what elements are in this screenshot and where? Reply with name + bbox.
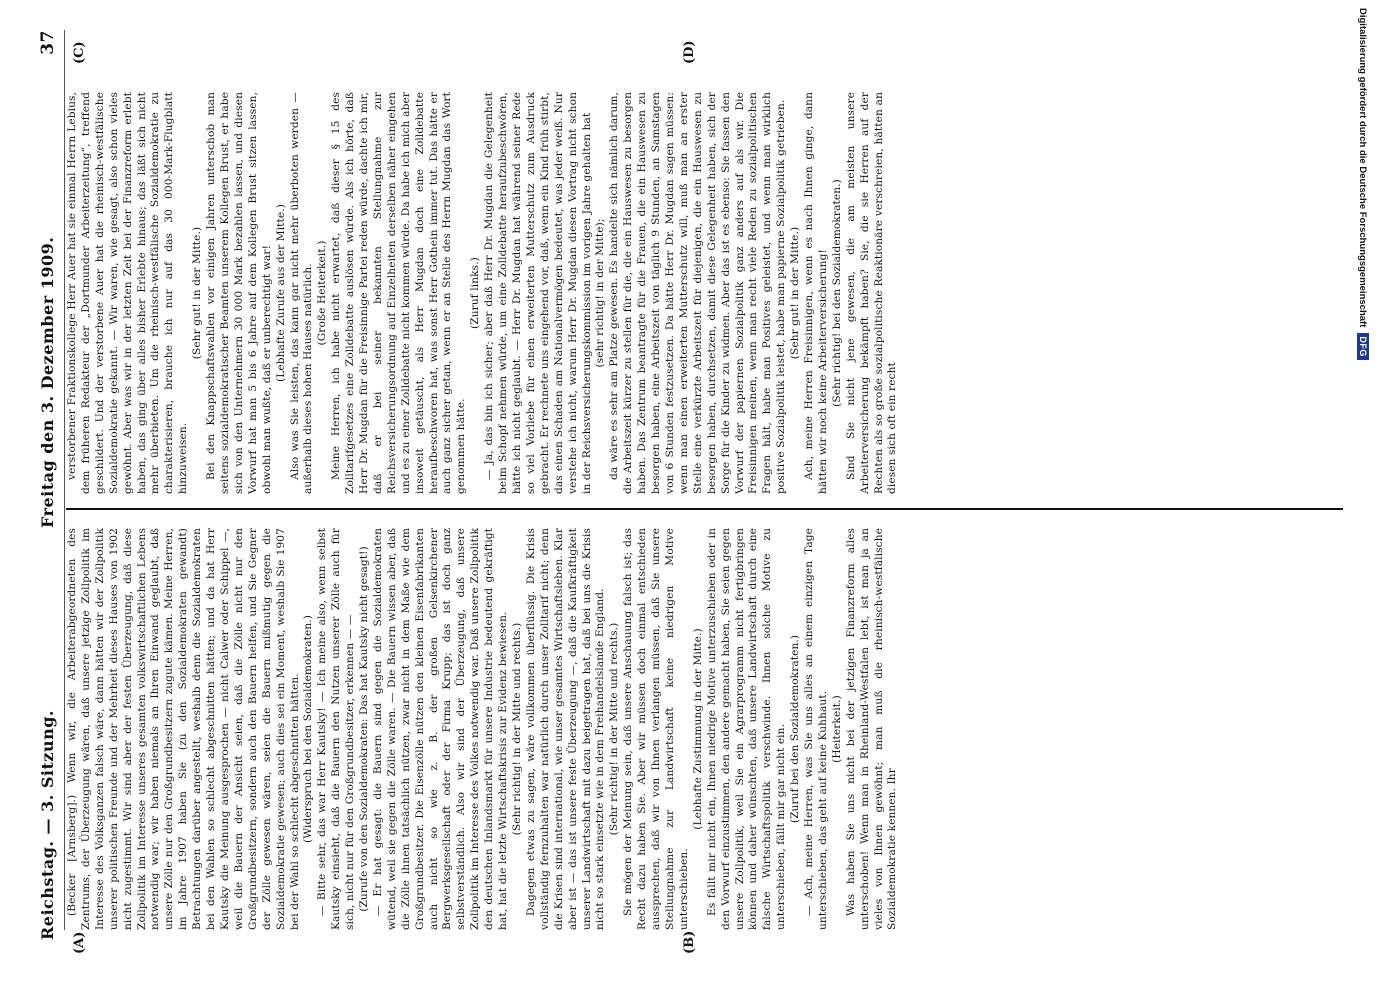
left-column-paragraph: Sie mögen der Meinung sein, daß unsere Anschauung falsch ist; das Recht dazu haben Sie. Aber wir müssen doch einmal entschieden aussprechen, daß wir von Ihnen verlangen müssen, daß Sie unsere Stellungnahme zur Landwirtschaft keine niedrigen Motive unterschieben. — [622, 528, 690, 930]
right-column-paragraph: Also was Sie leisten, das kann gar nicht mehr überboten werden — außerhalb dieses hohen Hauses natürlich. — [288, 92, 315, 494]
left-column-interjection: (Widerspruch bei den Sozialdemokraten.) — [302, 615, 315, 843]
left-column-interjection: (Sehr richtig! in der Mitte und rechts.) — [511, 622, 523, 836]
left-column-paragraph: Es fällt mir nicht ein, Ihnen niedrige Motive unterzuschieben oder in den Vorwurf einzustimmen, den andere gemacht haben, Sie seien gegen unsere Zollpolitik, weil Sie ein Agrarprogramm nicht fertigbringen können und daher wünschten, daß unsere Landwirtschaft durch eine falsche Wirtschaftspolitik verschwinde. Ihnen solche Motive zu unterschieben, fällt mir gar nicht ein. — [705, 528, 788, 930]
right-column-interjection: (Sehr gut! in der Mitte.) — [789, 226, 802, 360]
right-column-paragraph: Ach, meine Herren Freisinnigen, wenn es nach Ihnen ginge, dann hätten wir noch keine Arbeiterversicherung! — [803, 92, 829, 494]
left-column-interjection: (Zuruf bei den Sozialdemokraten.) — [789, 634, 802, 824]
left-column — [66, 528, 1343, 930]
left-column-paragraph: — Ach, meine Herren, was Sie uns alles an einem einzigen Tage unterschieben, das geht auf keine Kuhhaut. — [803, 528, 829, 930]
right-column-interjection: (Sehr richtig! bei den Sozialdemokraten.) — [830, 179, 843, 407]
page-number: 37 — [38, 30, 58, 55]
left-column-interjection: (Zurufe von den Sozialdemokraten: Das hat Kautsky nicht gesagt!) — [358, 546, 371, 912]
right-column-paragraph: verstorbener Fraktionskollege Herr Auer hat sie einmal Herrn Lebius, dem früheren Redakteur der „Dortmunder Arbeiterzeitung“, treffend geschildert. Und der verstorbene Auer hat die rheinisch-westfälische Sozialdemokratie gekannt. — Wir waren, wie gesagt, also schon vieles gewöhnt. Aber was wir in der letzten Zeit bei der Finanzreform erlebt haben, das ging über alles bisher Erlebte hinaus; das läßt sich nicht mehr überbieten. Um die rheinisch-westfälische Sozialdemokratie zu charakterisieren, brauche ich nur auf das 30 000-Mark-Flugblatt hinzuweisen. — [66, 92, 190, 494]
margin-marker-b: (B) — [682, 930, 697, 954]
credit-text: Digitalisierung gefördert durch die Deutsche Forschungsgemeinschaft — [1357, 8, 1369, 328]
right-column — [66, 92, 1343, 494]
margin-marker-c: (C) — [72, 41, 87, 64]
left-column-paragraph: — Er hat gesagt: die Bauern sind gegen die Sozialdemokraten wütend, weil sie gegen die Zölle waren. — Die Bauern wissen aber, daß die Zölle ihnen tatsächlich nützen, zwar nicht in dem Maße wie dem Großgrundbesitzer. Die Eisenzölle nützen den kleinen Eisenfabrikanten auch nicht so wie z. B. der großen Gelsenkirchener Bergwerksgesellschaft oder der Firma Krupp; das ist doch ganz selbstverständlich. Also wir sind der Überzeugung, daß unsere Zollpolitik im Interesse des Volkes notwendig war. Daß unsere Zollpolitik den deutschen Inlandsmarkt für unsere Industrie bedeutend gekräftigt hat, hat die letzte Wirtschaftskrisis zur Evidenz bewiesen. — [371, 528, 510, 930]
digitization-credit — [1346, 8, 1380, 428]
right-column-paragraph: Sind Sie nicht jene gewesen, die am meisten unsere Arbeiterversicherung bekämpft haben? Sie, die sie Herren auf der Rechten als so große sozialpolitische Reaktionäre verschreien, hätten an diesen sich oft ein recht — [844, 92, 899, 494]
page-header — [38, 30, 64, 940]
right-column-interjection: (Zuruf links.) — [469, 257, 482, 329]
left-column-paragraph: (Becker [Arnsberg].) Wenn wir, die Arbeiterabgeordneten des Zentrums, der Überzeugung wären, daß unsere jetzige Zollpolitik im Interesse des Volksganzen falsch wäre, dann hätten wir der Zollpolitik unserer politischen Freunde und der Mehrheit dieses Hauses von 1902 nicht zugestimmt. Wir sind aber der festen Überzeugung, daß diese Zollpolitik im Interesse unseres gesamten volkswirtschaftlichen Lebens notwendig war; wir haben niemals an Ihren Einwand geglaubt, daß unsere Zölle nur den Großgrundbesitzern zugute kämen. Meine Herren, im Jahre 1907 haben Sie (zu den Sozialdemokraten gewandt) Betrachtungen darüber angestellt, weshalb denn die Sozialdemokraten bei den Wahlen so schlecht abgeschnitten hätten; und da hat Herr Kautsky die Meinung ausgesprochen — nicht Calwer oder Schippel —, weil die Bauern der Ansicht seien, daß die Zölle nicht nur den Großgrundbesitzern, sondern auch den Bauern helfen, und Sie Gegner der Zölle gewesen wären, seien die Bauern mißmutig gegen die Sozialdemokratie gewesen; auch dies sei ein Moment, weshalb Sie 1907 bei der Wahl so schlecht abgeschnitten hätten. — [66, 528, 301, 930]
right-column-paragraph: Meine Herren, ich habe nicht erwartet, daß dieser § 15 des Zolltarifgesetzes eine Zolldebatte auslösen würde. Als ich hörte, daß Herr Dr. Mugdan für die Freisinnige Partei reden würde, dachte ich mir, daß er bei seiner bekannten Stellungnahme zur Reichsversicherungsordnung auf Einzelheiten derselben näher eingehen und es zu einer Zolldebatte nicht kommen würde. Da habe ich mich aber insoweit getäuscht, als Herr Mugdan doch eine Zolldebatte heraufbeschworen hat, was sonst Herr Gothein immer tut. Das hätte er auch ganz sicher getan, wenn er an Stelle des Herrn Mugdan das Wort genommen hätte. — [330, 92, 468, 494]
right-column-interjection: (Lebhafte Zurufe aus der Mitte.) — [274, 204, 287, 382]
left-column-interjection: (Heiterkeit.) — [830, 695, 843, 763]
right-column-paragraph: Bei den Knappschaftswahlen vor einigen Jahren unterschob man seitens sozialdemokratischer Beamten unserem Kollegen Brust, er habe sich von den Unternehmern 30 000 Mark bezahlen lassen, und diesen Vorwurf hat man 5 bis 6 Jahre auf dem Kollegen Brust sitzen lassen, obwohl man wußte, daß er unberechtigt war! — [205, 92, 273, 494]
header-date: Freitag den 3. Dezember 1909. — [38, 236, 57, 529]
header-rule — [64, 30, 65, 930]
left-column-interjection: (Sehr richtig! in der Mitte und rechts.) — [608, 622, 621, 836]
margin-marker-a: (A) — [72, 931, 87, 954]
right-column-paragraph: da wäre es sehr am Platze gewesen. Es handelte sich nämlich darum, die Arbeitszeit kürzer zu stellen für die, die ein Hauswesen zu besorgen haben. Das Zentrum beantragte für die Frauen, die ein Hauswesen zu besorgen haben, eine Arbeitszeit von täglich 9 Stunden, an Samstagen von 6 Stunden festzusetzen. Da hätte Herr Dr. Mugdan sagen müssen: wenn man einen erweiterten Mutterschutz will, muß man an erster Stelle eine verkürzte Arbeitszeit für diejenigen, die ein Hauswesen zu besorgen haben, durchsetzen, damit diese Gelegenheit haben, sich der Sorge für die Kinder zu widmen. Aber das ist es ebenso: Sie fassen den Vorwurf der papiernen Sozialpolitik ganz anders auf als wir. Die Freisinnigen meinen, wenn man recht viele Reden zu sozialpolitischen Fragen hält, habe man Positives geleistet, und wenn man wirklich positive Sozialpolitik leistet, habe man papierne Sozialpolitik getrieben. — [608, 92, 788, 494]
column-divider — [66, 508, 1343, 510]
left-column-paragraph: — Bitte sehr, das war Herr Kautsky! — Ich meine also, wenn selbst Kautsky einsieht, daß die Bauern den Nutzen unserer Zölle auch für sich, nicht nur für den Großgrundbesitzer, erkennen — — — [316, 528, 357, 930]
right-column-interjection: (Sehr gut! in der Mitte.) — [191, 226, 204, 360]
dfg-logo: DFG — [1357, 333, 1369, 360]
left-column-paragraph: Was haben Sie uns nicht bei der jetzigen Finanzreform alles unterschoben! Wenn man in Rheinland-Westfalen lebt, ist man ja an vieles von Ihnen gewöhnt; man muß die rheinisch-westfälische Sozialdemokratie kennen. Ihr — [844, 528, 899, 930]
margin-marker-d: (D) — [682, 40, 697, 64]
left-column-paragraph: Dagegen etwas zu sagen, wäre vollkommen überflüssig. Die Krisis vollständig fernzuhalten war natürlich durch unser Zolltarif nicht; denn die Krisen sind international, wie unser gesamtes Wirtschaftsleben. Klar aber ist — das ist unsere feste Überzeugung —, daß die Kaufkräftigkeit unserer Landwirtschaft mit dazu beigetragen hat, daß bei uns die Krisis nicht so stark einsetzte wie in dem Freihandelslande England. — [524, 528, 607, 930]
right-column-paragraph: — Ja, das bin ich sicher; aber daß Herr Dr. Mugdan die Gelegenheit beim Schopf nehmen würde, um eine Zolldebatte heraufzubeschwören, hätte ich nicht geglaubt. — Herr Dr. Mugdan hat während seiner Rede so viel Vorliebe für einen erweiterten Mutterschutz zum Ausdruck gebracht. Er rechnete uns eingehend vor, daß, wenn ein Kind früh stirbt, das einen Schaden am Nationalvermögen bedeutet, was jeder weiß. Nur verstehe ich nicht, warum Herr Dr. Mugdan diesen Vortrag nicht schon in der Reichsversicherungskommission im vorigen Jahre gehalten hat — [483, 92, 593, 494]
right-column-interjection: (Große Heiterkeit.) — [316, 240, 329, 346]
right-column-interjection: (sehr richtig! in der Mitte); — [594, 218, 607, 368]
header-session: Reichstag. — 3. Sitzung. — [38, 710, 57, 940]
left-column-interjection: (Lebhafte Zustimmung in der Mitte.) — [691, 628, 704, 830]
